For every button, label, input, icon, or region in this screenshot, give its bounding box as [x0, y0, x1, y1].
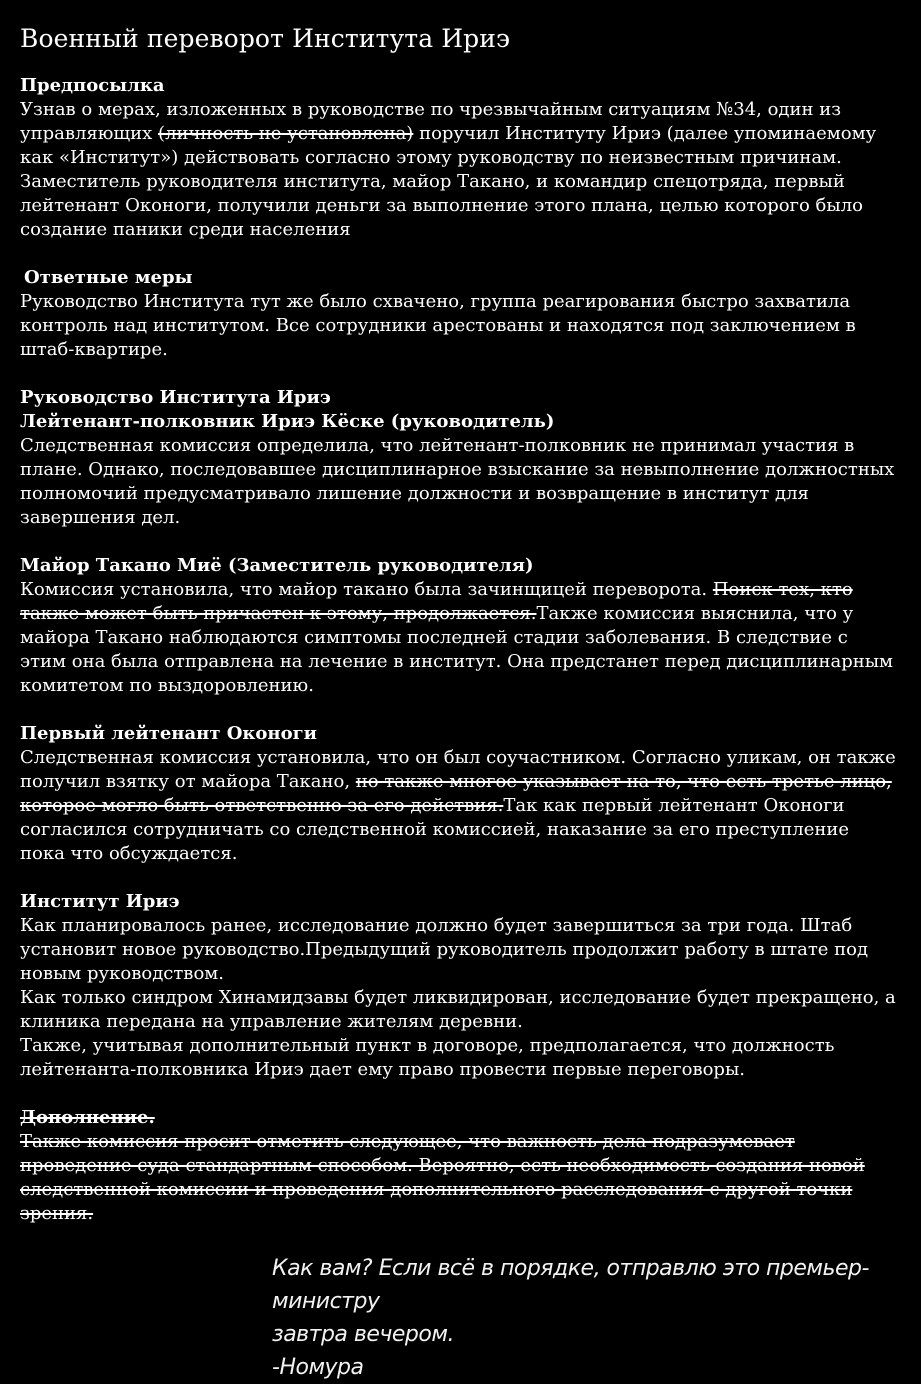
section-response — [20, 266, 898, 362]
premise-text-part2: поручил Институту Ириэ (далее упоминаемому как «Институт») действовать согласно этому руководству по неизвестным причинам. Заместитель руководителя института, майор Такано, и командир спецотряда, первый лейтенант Оконоги, получили деньги за выполнение этого плана, целью которого было создание паники среди населения — [20, 123, 877, 240]
section-okonogi — [20, 722, 898, 866]
premise-struck-text: (личность не установлена) — [158, 123, 414, 144]
okonogi-text-part2: Так как первый лейтенант Оконоги согласился сотрудничать со следственной комиссией, наказание за его преступление пока что обсуждается. — [20, 795, 850, 864]
institute-heading: Институт Ириэ — [20, 891, 180, 912]
note-line-2: завтра вечером. — [272, 1322, 454, 1347]
takano-text — [20, 578, 898, 698]
note-line-1: Как вам? Если всё в порядке, отправлю это премьер-министру — [272, 1256, 869, 1314]
response-heading: Ответные меры — [24, 267, 193, 288]
takano-text-part2: Также комиссия выяснила, что у майора Такано наблюдаются симптомы последней стадии заболевания. В следствие с этим она была отправлена на лечение в институт. Она предстанет перед дисциплинарным комитетом по выздоровлению. — [20, 603, 894, 696]
leadership-heading: Руководство Института Ириэ — [20, 387, 331, 408]
leadership-subheading: Лейтенант-полковник Ириэ Кёске (руководитель) — [20, 411, 555, 432]
response-text: Руководство Института тут же было схвачено, группа реагирования быстро захватила контроль над институтом. Все сотрудники арестованы и находятся под заключением в штаб-квартире. — [20, 291, 856, 360]
premise-text-part1: Узнав о мерах, изложенных в руководстве по чрезвычайным ситуациям №34, один из управляющих — [20, 99, 842, 144]
okonogi-struck-text: но также многое указывает на то, что есть третье лицо, которое могло быть ответственно за его действия. — [20, 771, 892, 816]
premise-heading: Предпосылка — [20, 75, 165, 96]
document-title: Военный переворот Института Ириэ — [20, 24, 511, 53]
institute-paragraph-1: Как планировалось ранее, исследование должно будет завершиться за три года. Штаб установит новое руководство.Предыдущий руководитель продолжит работу в штате под новым руководством. — [20, 915, 869, 984]
note-signature: -Номура — [272, 1355, 364, 1380]
okonogi-text — [20, 746, 898, 866]
section-institute — [20, 890, 898, 1082]
document — [20, 22, 898, 1250]
takano-heading: Майор Такано Миё (Заместитель руководителя) — [20, 555, 534, 576]
section-takano — [20, 554, 898, 698]
premise-text — [20, 98, 898, 242]
addendum-text: Также комиссия просит отметить следующее, что важность дела подразумевает проведение суда стандартным способом. Вероятно, есть необходимость создания новой следственной комиссии и проведения дополнительного расследования с другой точки зрения. — [20, 1131, 865, 1224]
addendum-heading: Дополнение. — [20, 1107, 155, 1128]
okonogi-heading: Первый лейтенант Оконоги — [20, 723, 317, 744]
section-addendum — [20, 1106, 898, 1226]
institute-paragraph-3: Также, учитывая дополнительный пункт в договоре, предполагается, что должность лейтенанта-полковника Ириэ дает ему право провести первые переговоры. — [20, 1035, 835, 1080]
leadership-text: Следственная комиссия определила, что лейтенант-полковник не принимал участия в плане. Однако, последовавшее дисциплинарное взыскание за невыполнение должностных полномочий предусматривало лишение должности и возвращение в институт для завершения дел. — [20, 435, 895, 528]
section-premise — [20, 74, 898, 242]
section-leadership — [20, 386, 898, 530]
institute-paragraph-2: Как только синдром Хинамидзавы будет ликвидирован, исследование будет прекращено, а клиника передана на управление жителям деревни. — [20, 987, 896, 1032]
okonogi-text-part1: Следственная комиссия установила, что он был соучастником. Согласно уликам, он также получил взятку от майора Такано, — [20, 747, 896, 792]
handwritten-note — [272, 1252, 892, 1384]
takano-struck-text: Поиск тех, кто также может быть причастен к этому, продолжается. — [20, 579, 853, 624]
takano-text-part1: Комиссия установила, что майор такано была зачинщицей переворота. — [20, 579, 713, 600]
